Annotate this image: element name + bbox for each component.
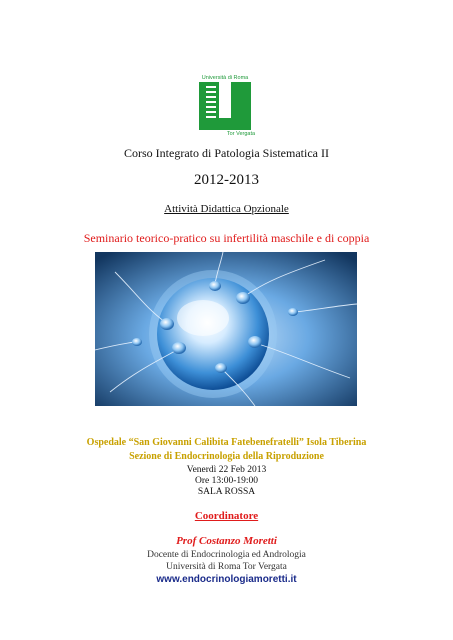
coordinator-name: Prof Costanzo Moretti <box>176 535 277 547</box>
event-room: SALA ROSSA <box>197 487 256 497</box>
hospital-name: Ospedale “San Giovanni Calibita Fatebenefratelli” Isola Tiberina <box>86 437 367 448</box>
svg-text:Università di Roma: Università di Roma <box>201 75 249 81</box>
university-logo <box>191 72 259 140</box>
seminar-title: Seminario teorico-pratico su infertilità maschile e di coppia <box>83 231 370 245</box>
activity-label: Attività Didattica Opzionale <box>164 203 289 215</box>
egg-cell-image <box>95 252 357 406</box>
hospital-section: Sezione di Endocrinologia della Riproduzione <box>129 451 324 462</box>
event-date: Venerdì 22 Feb 2013 <box>186 465 267 475</box>
coordinator-university: Università di Roma Tor Vergata <box>166 562 287 572</box>
academic-year: 2012-2013 <box>194 172 259 188</box>
website-link[interactable]: www.endocrinologiamoretti.it <box>156 574 297 585</box>
coordinator-role: Docente di Endocrinologia ed Andrologia <box>147 550 306 560</box>
svg-text:Tor Vergata: Tor Vergata <box>226 131 256 137</box>
coordinator-label: Coordinatore <box>194 510 259 522</box>
course-title: Corso Integrato di Patologia Sistematica II <box>124 146 329 160</box>
event-hours: Ore 13:00-19:00 <box>194 476 259 486</box>
